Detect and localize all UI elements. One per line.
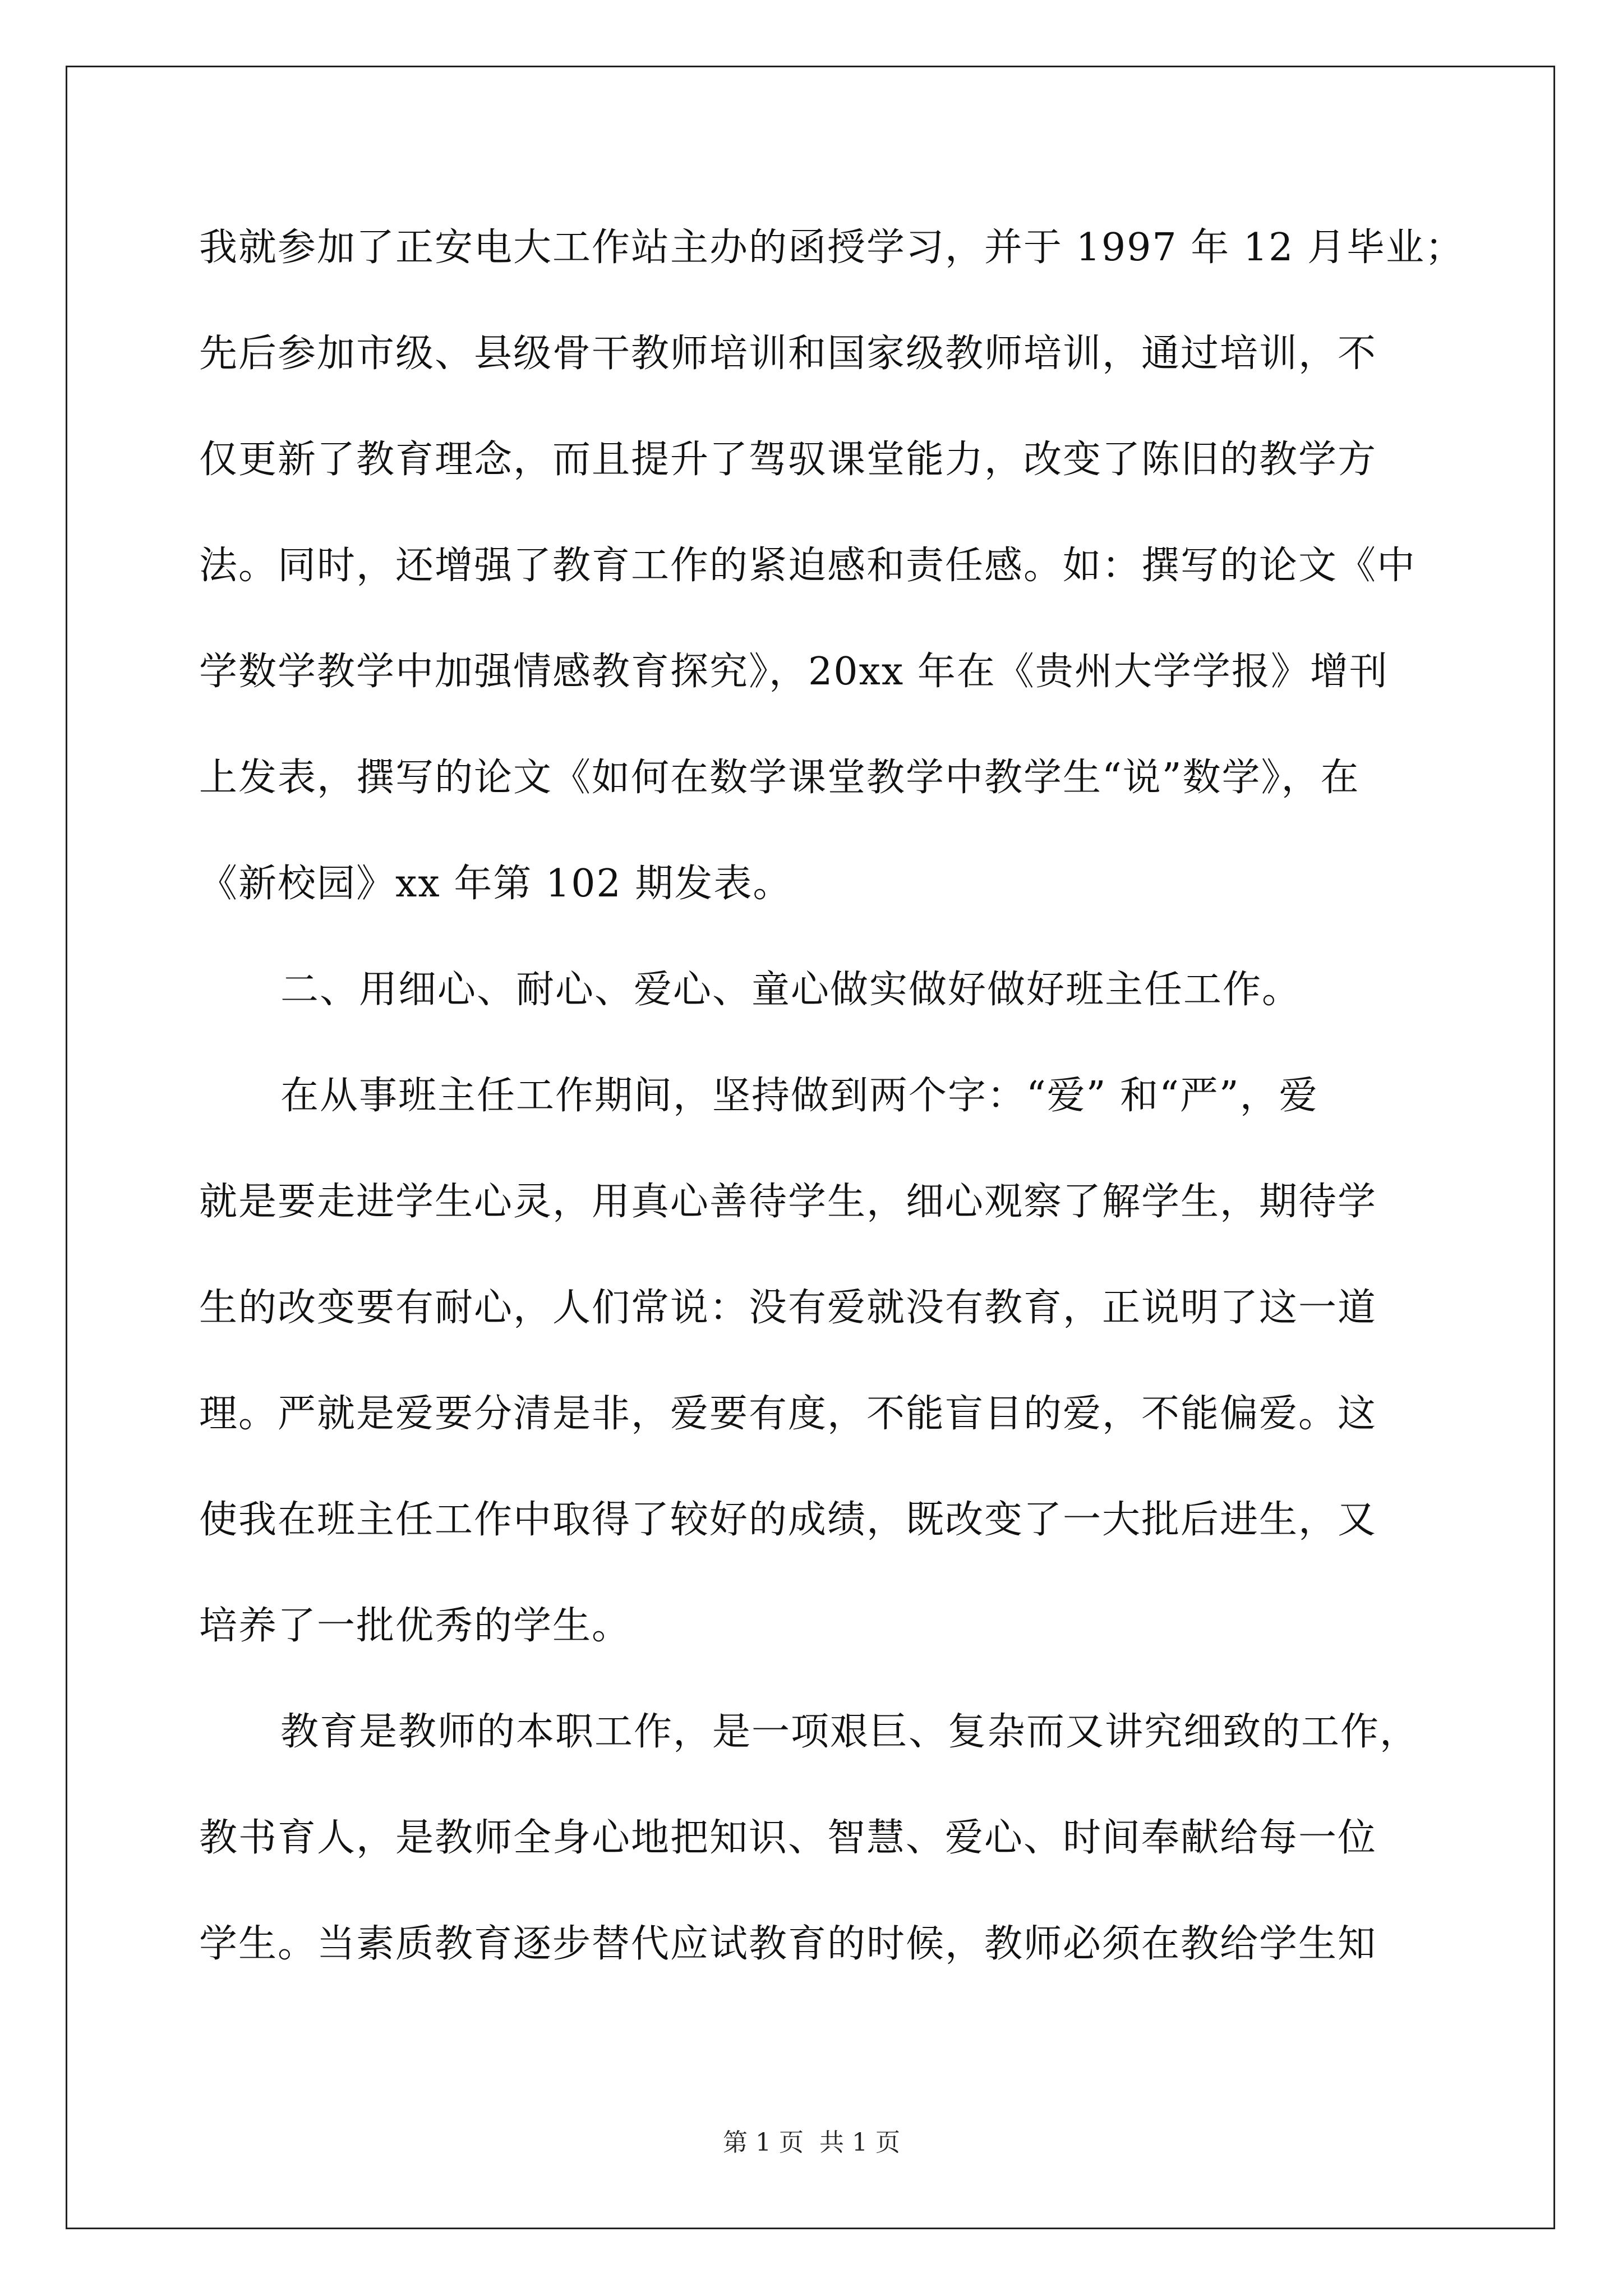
text-line: 学数学教学中加强情感教育探究》，20xx 年在《贵州大学学报》增刊 xyxy=(199,650,1389,694)
text-line: 培养了一批优秀的学生。 xyxy=(199,1604,631,1648)
text-line: 上发表，撰写的论文《如何在数学课堂教学中教学生“说”数学》，在 xyxy=(199,756,1360,800)
page-border xyxy=(66,66,1555,2229)
text-line: 教书育人，是教师全身心地把知识、智慧、爱心、时间奉献给每一位 xyxy=(199,1816,1377,1860)
text-line: 教育是教师的本职工作，是一项艰巨、复杂而又讲究细致的工作， xyxy=(280,1710,1419,1754)
text-line: 使我在班主任工作中取得了较好的成绩，既改变了一大批后进生，又 xyxy=(199,1498,1377,1542)
text-line: 在从事班主任工作期间，坚持做到两个字：“爱” 和“严”，爱 xyxy=(280,1074,1318,1118)
section-heading: 二、用细心、耐心、爱心、童心做实做好做好班主任工作。 xyxy=(280,968,1302,1012)
text-line: 理。严就是爱要分清是非，爱要有度，不能盲目的爱，不能偏爱。这 xyxy=(199,1392,1377,1436)
page-number-footer: 第 1 页 共 1 页 xyxy=(723,2128,900,2157)
text-line: 先后参加市级、县级骨干教师培训和国家级教师培训，通过培训，不 xyxy=(199,332,1377,376)
text-line: 就是要走进学生心灵，用真心善待学生，细心观察了解学生，期待学 xyxy=(199,1180,1377,1224)
text-line: 仅更新了教育理念，而且提升了驾驭课堂能力，改变了陈旧的教学方 xyxy=(199,438,1377,482)
text-line: 我就参加了正安电大工作站主办的函授学习，并于 1997 年 12 月毕业； xyxy=(199,226,1465,270)
text-line: 生的改变要有耐心，人们常说：没有爱就没有教育，正说明了这一道 xyxy=(199,1286,1377,1330)
text-line: 学生。当素质教育逐步替代应试教育的时候，教师必须在教给学生知 xyxy=(199,1922,1377,1966)
text-line: 法。同时，还增强了教育工作的紧迫感和责任感。如：撰写的论文《中 xyxy=(199,544,1417,588)
text-line: 《新校园》xx 年第 102 期发表。 xyxy=(199,862,792,906)
